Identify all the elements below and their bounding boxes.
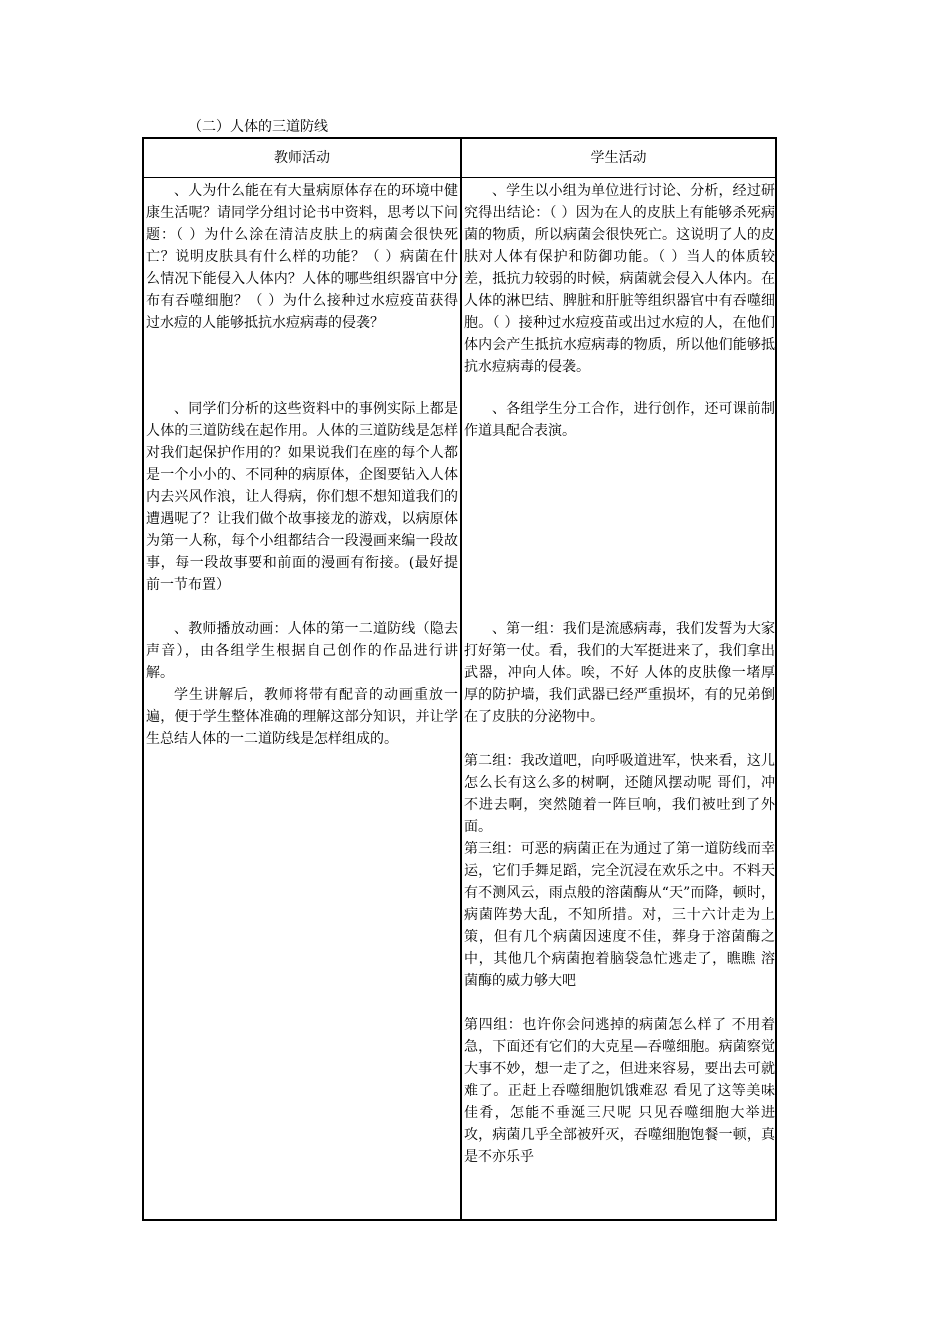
student-paragraph-3: 、第一组：我们是流感病毒，我们发誓为大家打好第一仗。看，我们的大军挺进来了，我们拿出武器，冲向人体。唉，不好 人体的皮肤像一堵厚厚的防护墙，我们武器已经严重损坏，有的兄弟倒在了皮肤的分泌物中。	[464, 621, 775, 725]
teacher-paragraph-4: 学生讲解后，教师将带有配音的动画重放一遍，便于学生整体准确的理解这部分知识，并让学生总结人体的一二道防线是怎样组成的。	[146, 687, 458, 747]
activity-table	[142, 137, 777, 1221]
student-paragraph-4: 第二组：我改道吧，向呼吸道进军，快来看，这儿怎么长有这么多的树啊，还随风摆动呢 哥们，冲不进去啊，突然随着一阵巨响，我们被吐到了外面。	[464, 753, 775, 835]
column-divider	[460, 139, 462, 1219]
section-title: （二）人体的三道防线	[188, 119, 328, 135]
header-student-activity: 学生活动	[590, 150, 647, 166]
student-paragraph-2: 、各组学生分工合作，进行创作，还可课前制作道具配合表演。	[464, 401, 775, 439]
teacher-paragraph-1: 、人为什么能在有大量病原体存在的环境中健康生活呢？请同学分组讨论书中资料，思考以下问题：（ ）为什么涂在清洁皮肤上的病菌会很快死亡？说明皮肤具有什么样的功能？（ ）病菌在什么情况下能侵入人体内？人体的哪些组织器官中分布有吞噬细胞？（ ）为什么接种过水痘疫苗获得过水痘的人能够抵抗水痘病毒的侵袭？	[146, 183, 458, 331]
student-paragraph-1: 、学生以小组为单位进行讨论、分析，经过研究得出结论：（ ）因为在人的皮肤上有能够杀死病菌的物质，所以病菌会很快死亡。这说明了人的皮肤对人体有保护和防御功能。（ ）当人的体质较差，抵抗力较弱的时候，病菌就会侵入人体内。在人体的淋巴结、脾脏和肝脏等组织器官中有吞噬细胞。（ ）接种过水痘疫苗或出过水痘的人，在他们体内会产生抵抗水痘病毒的物质，所以他们能够抵抗水痘病毒的侵袭。	[464, 183, 775, 375]
student-paragraph-6: 第四组：也许你会问逃掉的病菌怎么样了 不用着急，下面还有它们的大克星—吞噬细胞。病菌察觉大事不妙，想一走了之，但进来容易，要出去可就难了。正赶上吞噬细胞饥饿难忍 看见了这等美味佳肴，怎能不垂涎三尺呢 只见吞噬细胞大举进攻，病菌几乎全部被歼灭，吞噬细胞饱餐一顿，真是不亦乐乎	[464, 1017, 775, 1165]
teacher-paragraph-2: 、同学们分析的这些资料中的事例实际上都是人体的三道防线在起作用。人体的三道防线是怎样对我们起保护作用的？如果说我们在座的每个人都是一个小小的、不同种的病原体，企图要钻入人体内去兴风作浪，让人得病，你们想不想知道我们的遭遇呢了？让我们做个故事接龙的游戏，以病原体为第一人称，每个小组都结合一段漫画来编一段故事，每一段故事要和前面的漫画有衔接。(最好提前一节布置）	[146, 401, 458, 593]
teacher-paragraph-3: 、教师播放动画：人体的第一二道防线（隐去声音），由各组学生根据自己创作的作品进行讲解。	[146, 621, 458, 681]
header-teacher-activity: 教师活动	[274, 150, 330, 166]
student-paragraph-5: 第三组：可恶的病菌正在为通过了第一道防线而幸运，它们手舞足蹈，完全沉浸在欢乐之中。不料天有不测风云，雨点般的溶菌酶从“天”而降，顿时，病菌阵势大乱，不知所措。对，三十六计走为上策，但有几个病菌因速度不佳，葬身于溶菌酶之中，其他几个病菌抱着脑袋急忙逃走了，瞧瞧 溶菌酶的威力够大吧	[464, 841, 775, 989]
